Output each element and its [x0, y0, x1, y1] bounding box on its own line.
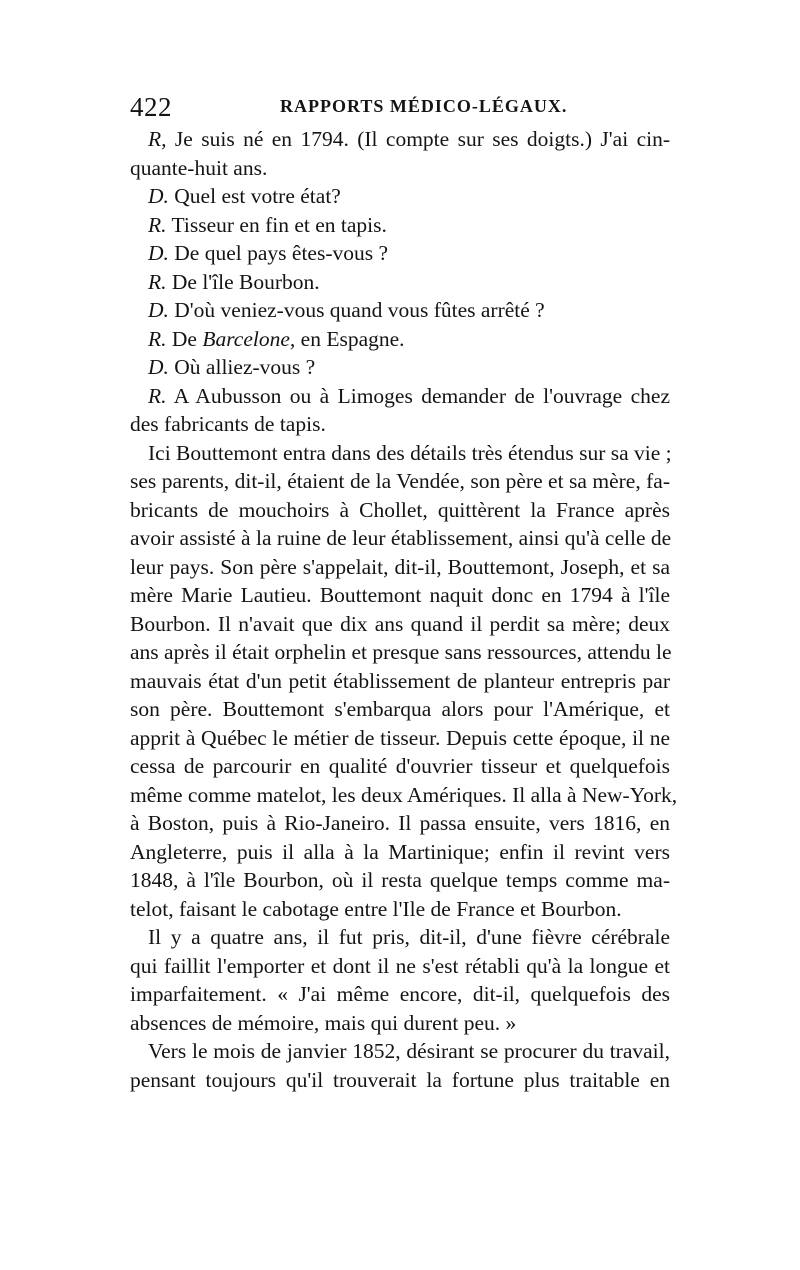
- text-line: apprit à Québec le métier de tisseur. Depuis cette époque, il ne: [130, 725, 670, 750]
- speaker-label: R.: [148, 269, 167, 294]
- paragraph-3: [130, 1037, 670, 1094]
- text-line: ses parents, dit-il, étaient de la Vendée, son père et sa mère, fa-: [130, 469, 670, 493]
- text-line: absences de mémoire, mais qui durent peu. »: [130, 1010, 517, 1035]
- text-line: Angleterre, puis il alla à la Martinique; enfin il revint vers: [130, 839, 670, 864]
- dialogue-line: [130, 211, 670, 240]
- dialogue-text: des fabricants de tapis.: [130, 412, 326, 436]
- running-title: RAPPORTS MÉDICO-LÉGAUX.: [280, 96, 568, 116]
- speaker-label: R.: [148, 383, 167, 408]
- text-line: même comme matelot, les deux Amériques. Il alla à New-York,: [130, 782, 678, 807]
- text-line: Ici Bouttemont entra dans des détails très étendus sur sa vie ;: [148, 440, 672, 465]
- speaker-label: D.: [148, 298, 169, 322]
- dialogue-line: [130, 382, 670, 411]
- place-name: Barcelone,: [202, 326, 296, 351]
- speaker-label: R.: [148, 212, 167, 237]
- dialogue-line: [130, 125, 670, 154]
- text-line: mère Marie Lautieu. Bouttemont naquit donc en 1794 à l'île: [130, 583, 670, 607]
- dialogue-text: De quel pays êtes-vous ?: [174, 241, 389, 265]
- text-line: qui faillit l'emporter et dont il ne s'est rétabli qu'à la longue et: [130, 953, 670, 978]
- dialogue-text: en Espagne.: [300, 326, 405, 351]
- text-line: cessa de parcourir en qualité d'ouvrier tisseur et quelquefois: [130, 754, 670, 778]
- text-line: ans après il était orphelin et presque sans ressources, attendu le: [130, 640, 672, 664]
- text-line: Il y a quatre ans, il fut pris, dit-il, d'une fièvre cérébrale: [148, 925, 670, 949]
- text-line: bricants de mouchoirs à Chollet, quittèrent la France après: [130, 497, 670, 522]
- speaker-label: R.: [148, 326, 167, 351]
- text-line: avoir assisté à la ruine de leur établissement, ainsi qu'à celle de: [130, 526, 672, 550]
- dialogue-line: [130, 182, 670, 211]
- text-line: imparfaitement. « J'ai même encore, dit-il, quelquefois des: [130, 982, 670, 1006]
- speaker-label: D.: [148, 355, 169, 379]
- text-line: à Boston, puis à Rio-Janeiro. Il passa ensuite, vers 1816, en: [130, 811, 670, 835]
- dialogue-text: A Aubusson ou à Limoges demander de l'ouvrage chez: [173, 383, 670, 408]
- dialogue-text: Tisseur en fin et en tapis.: [171, 212, 387, 237]
- dialogue-line: [130, 268, 670, 297]
- dialogue-text: De l'île Bourbon.: [171, 269, 320, 294]
- dialogue-line: [130, 296, 670, 325]
- dialogue-line: [130, 353, 670, 382]
- dialogue-text: Quel est votre état?: [174, 184, 341, 208]
- dialogue-line: [130, 154, 670, 183]
- dialogue-text: quante-huit ans.: [130, 155, 268, 180]
- dialogue-text: Où alliez-vous ?: [174, 355, 316, 379]
- page-number: 422: [130, 92, 172, 122]
- dialogue-line: [130, 410, 670, 439]
- text-line: leur pays. Son père s'appelait, dit-il, Bouttemont, Joseph, et sa: [130, 554, 670, 579]
- dialogue-text: D'où veniez-vous quand vous fûtes arrêté ?: [174, 298, 545, 322]
- speaker-label: D.: [148, 241, 169, 265]
- text-line: telot, faisant le cabotage entre l'Ile de France et Bourbon.: [130, 896, 622, 921]
- text-line: mauvais état d'un petit établissement de planteur entrepris par: [130, 668, 670, 693]
- text-line: Bourbon. Il n'avait que dix ans quand il perdit sa mère; deux: [130, 611, 670, 636]
- dialogue-line: [130, 325, 670, 354]
- text-line: pensant toujours qu'il trouverait la fortune plus traitable en: [130, 1067, 670, 1092]
- text-line: 1848, à l'île Bourbon, où il resta quelque temps comme ma-: [130, 868, 670, 892]
- text-line: Vers le mois de janvier 1852, désirant se procurer du travail,: [148, 1039, 670, 1063]
- speaker-label: D.: [148, 184, 169, 208]
- paragraph-2: [130, 923, 670, 1037]
- page-header: [130, 92, 670, 122]
- speaker-label: R,: [148, 127, 167, 151]
- dialogue-line: [130, 239, 670, 268]
- dialogue-text: Je suis né en 1794. (Il compte sur ses doigts.) J'ai cin-: [174, 127, 670, 151]
- page-body: [130, 125, 678, 1094]
- dialogue-text: De: [171, 326, 197, 351]
- text-line: son père. Bouttemont s'embarqua alors pour l'Amérique, et: [130, 697, 670, 721]
- paragraph-1: [130, 439, 678, 924]
